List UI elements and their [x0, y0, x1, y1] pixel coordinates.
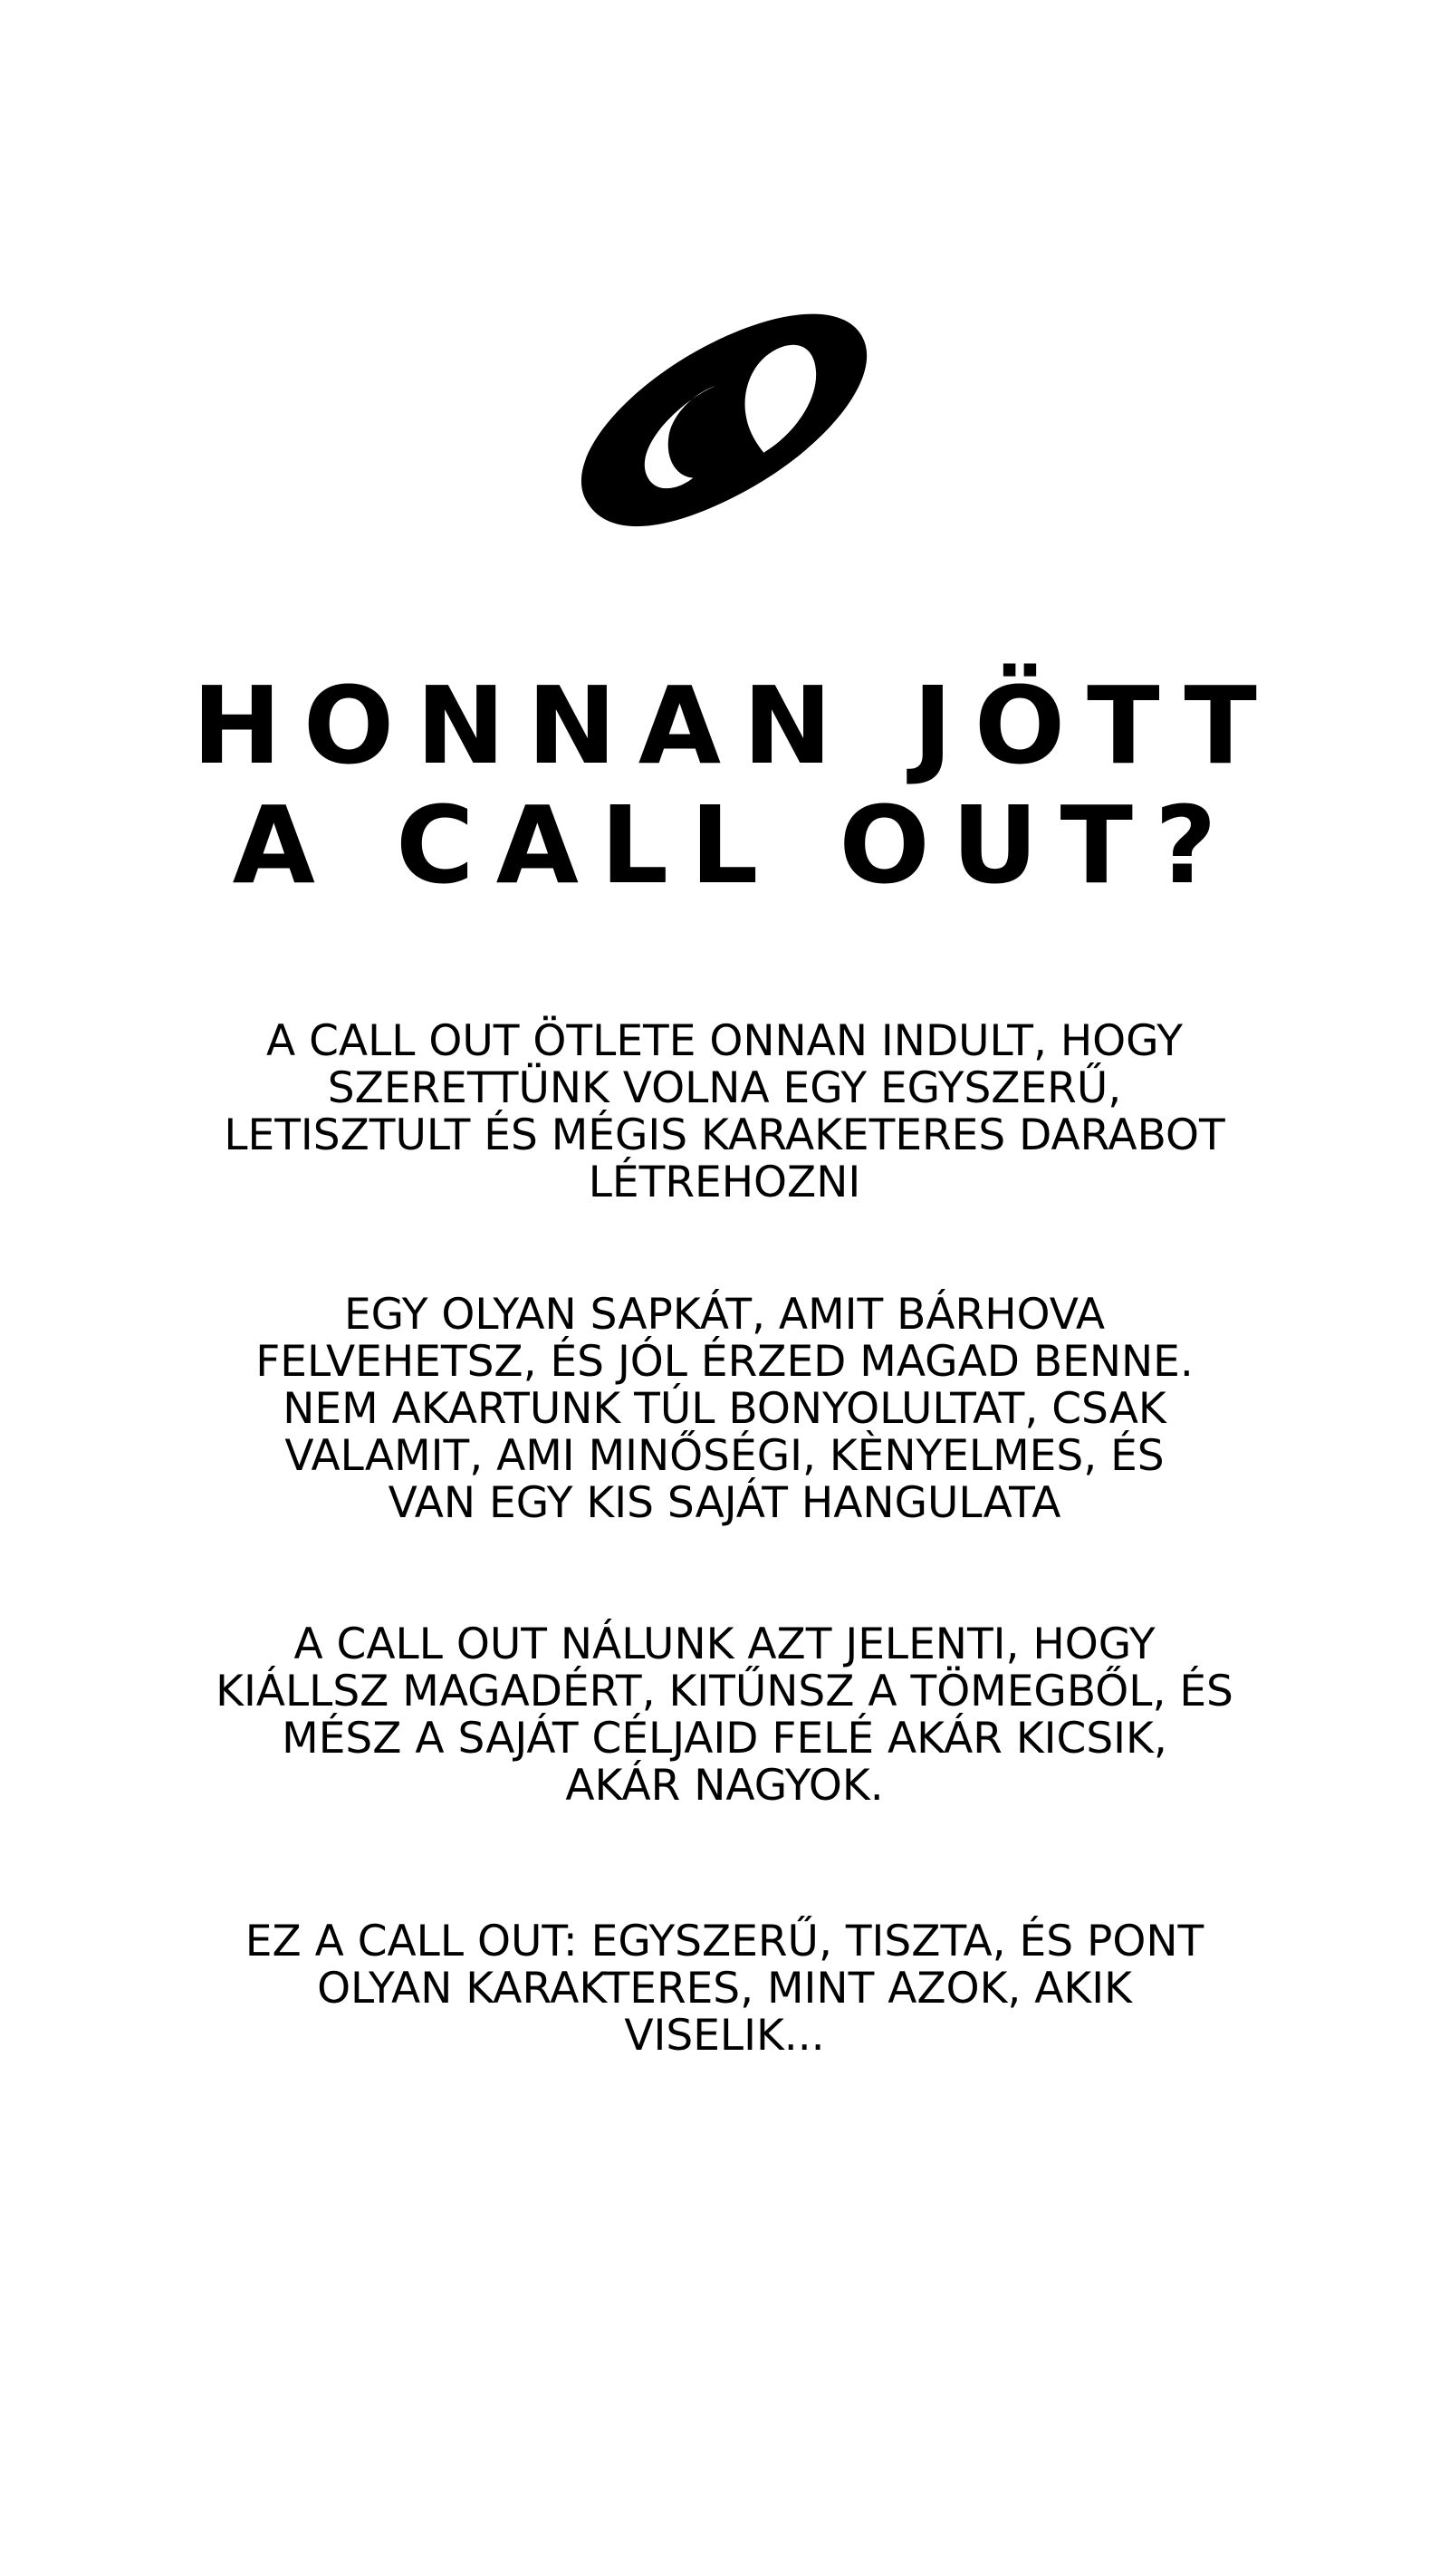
paragraph-line: SZERETTÜNK VOLNA EGY EGYSZERŰ, [327, 1063, 1122, 1113]
paragraph-cap-description [127, 1292, 1322, 1527]
paragraph-line: A CALL OUT NÁLUNK AZT JELENTI, HOGY [293, 1620, 1156, 1669]
paragraph-origin [127, 1018, 1322, 1206]
brand-logo [543, 299, 906, 543]
paragraph-line: LETISZTULT ÉS MÉGIS KARAKETERES DARABOT [224, 1110, 1225, 1160]
page-title-line-2: A CALL OUT? [232, 783, 1239, 908]
page-title [0, 663, 1449, 908]
paragraph-line: EGY OLYAN SAPKÁT, AMIT BÁRHOVA [343, 1290, 1106, 1340]
paragraph-summary [127, 1918, 1322, 2060]
paragraph-line: A CALL OUT ÖTLETE ONNAN INDULT, HOGY [266, 1016, 1183, 1066]
paragraph-line: EZ A CALL OUT: EGYSZERŰ, TISZTA, ÉS PONT [245, 1917, 1204, 1966]
paragraph-line: LÉTREHOZNI [588, 1158, 861, 1207]
paragraph-line: MÉSZ A SAJÁT CÉLJAID FELÉ AKÁR KICSIK, [282, 1714, 1167, 1764]
paragraph-line: VISELIK... [624, 2011, 825, 2061]
paragraph-meaning [127, 1621, 1322, 1810]
paragraph-line: OLYAN KARAKTERES, MINT AZOK, AKIK [317, 1964, 1132, 2014]
page-title-line-1: HONNAN JÖTT [192, 663, 1279, 788]
paragraph-line: AKÁR NAGYOK. [565, 1761, 884, 1811]
paragraph-line: KIÁLLSZ MAGADÉRT, KITŰNSZ A TÖMEGBŐL, ÉS [216, 1667, 1233, 1716]
paragraph-line: VAN EGY KIS SAJÁT HANGULATA [388, 1478, 1061, 1528]
paragraph-line: VALAMIT, AMI MINŐSÉGI, KÈNYELMES, ÉS [284, 1431, 1165, 1481]
call-out-brushstroke-logo-icon [543, 299, 906, 543]
paragraph-line: FELVEHETSZ, ÉS JÓL ÉRZED MAGAD BENNE. [255, 1337, 1194, 1387]
paragraph-line: NEM AKARTUNK TÚL BONYOLULTAT, CSAK [283, 1384, 1166, 1434]
